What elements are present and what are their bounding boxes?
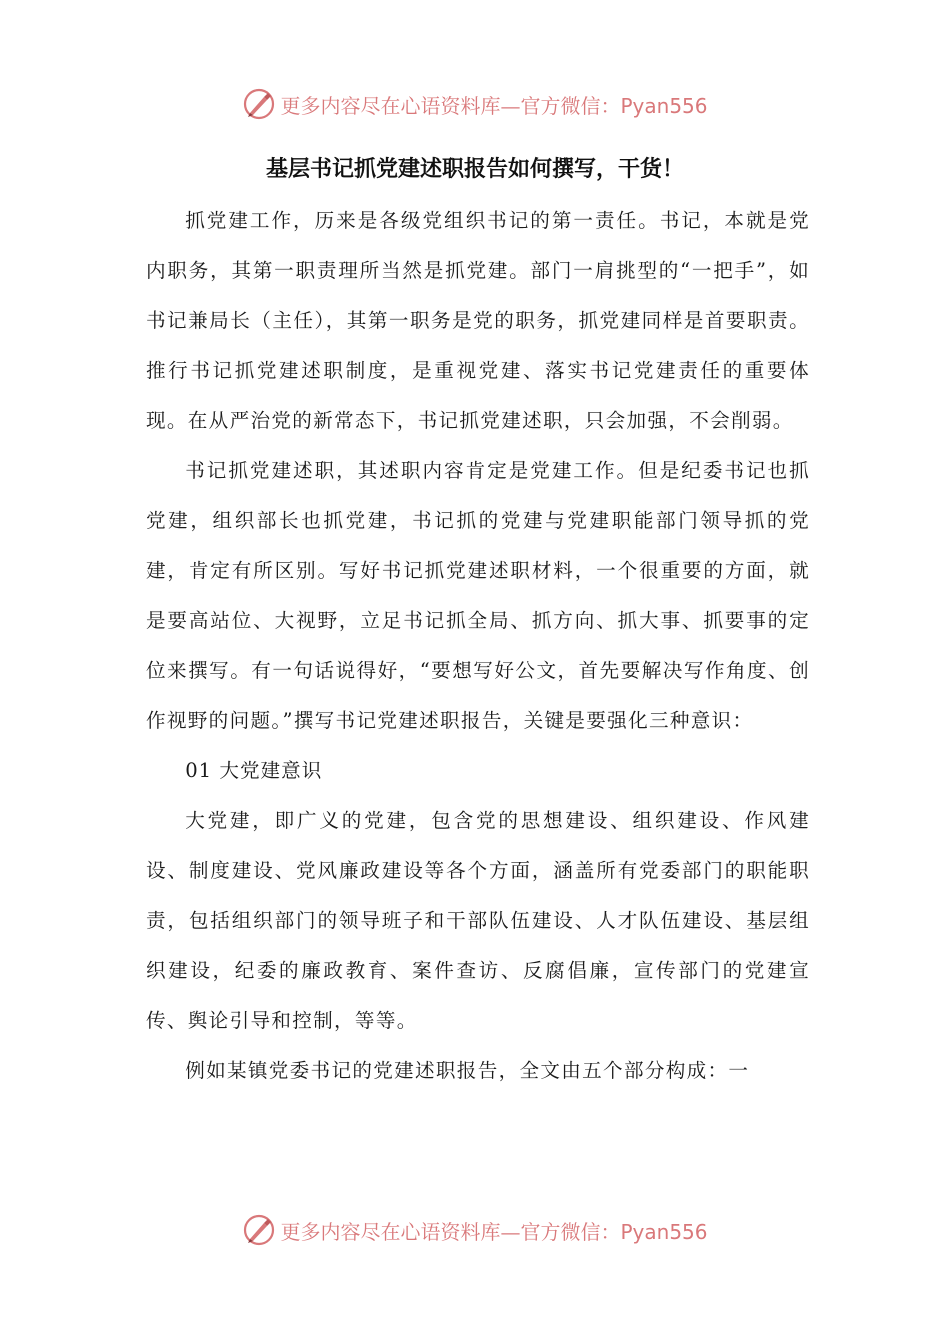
footer-banner (0, 1210, 950, 1250)
paragraph: 大党建，即广义的党建，包含党的思想建设、组织建设、作风建设、制度建设、党风廉政建设等各个方面，涵盖所有党委部门的职能职责，包括组织部门的领导班子和干部队伍建设、人才队伍建设、基层组织建设，纪委的廉政教育、案件查访、反腐倡廉，宣传部门的党建宣传、舆论引导和控制，等等。 (146, 809, 810, 1032)
wechat-id: Pyan556 (620, 1219, 708, 1244)
header-banner (0, 84, 950, 124)
document-body (146, 196, 810, 1096)
section-heading: 01 大党建意识 (185, 759, 323, 782)
banner-text: 更多内容尽在心语资料库—官方微信：Pyan556 (280, 93, 708, 118)
banner-text: 更多内容尽在心语资料库—官方微信：Pyan556 (280, 1219, 708, 1244)
pen-logo-icon (242, 87, 276, 121)
paragraph: 书记抓党建述职，其述职内容肯定是党建工作。但是纪委书记也抓党建，组织部长也抓党建，书记抓的党建与党建职能部门领导抓的党建，肯定有所区别。写好书记抓党建述职材料，一个很重要的方面，就是要高站位、大视野，立足书记抓全局、抓方向、抓大事、抓要事的定位来撰写。有一句话说得好，“要想写好公文，首先要解决写作角度、创作视野的问题。”撰写书记党建述职报告，关键是要强化三种意识： (146, 459, 810, 732)
paragraph: 例如某镇党委书记的党建述职报告，全文由五个部分构成：一 (185, 1059, 750, 1082)
paragraph: 抓党建工作，历来是各级党组织书记的第一责任。书记，本就是党内职务，其第一职责理所当然是抓党建。部门一肩挑型的“一把手”，如书记兼局长（主任），其第一职务是党的职务，抓党建同样是首要职责。推行书记抓党建述职制度，是重视党建、落实书记党建责任的重要体现。在从严治党的新常态下，书记抓党建述职，只会加强，不会削弱。 (146, 209, 810, 432)
pen-logo-icon (242, 1213, 276, 1247)
wechat-id: Pyan556 (620, 93, 708, 118)
document-title: 基层书记抓党建述职报告如何撰写，干货！ (265, 157, 684, 182)
